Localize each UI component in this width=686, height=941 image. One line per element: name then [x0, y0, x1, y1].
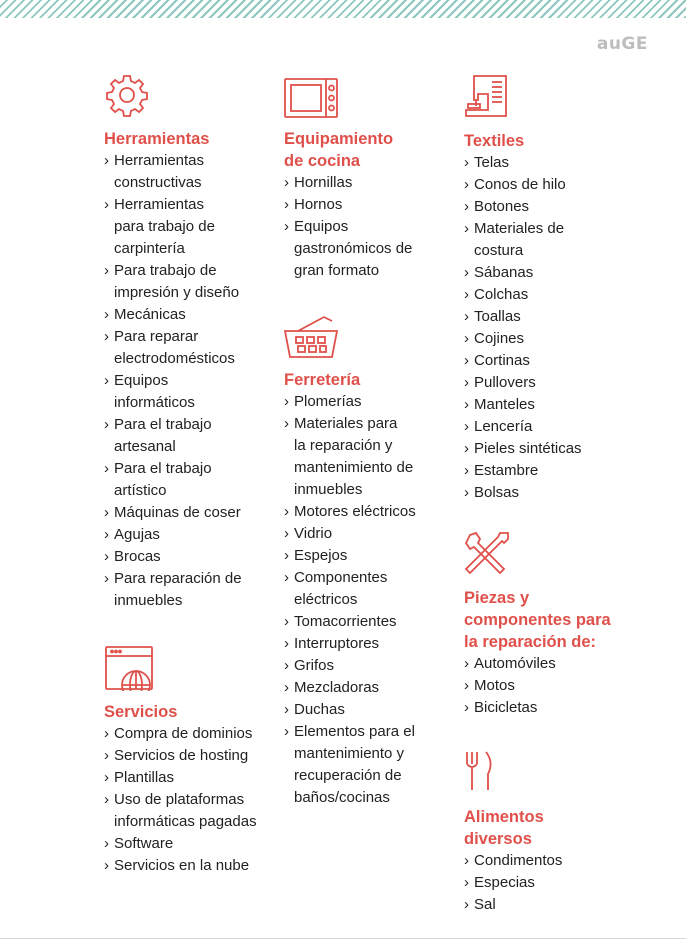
- list-item: › Especias: [464, 872, 644, 894]
- section-textiles: [464, 74, 644, 504]
- list-item: › Cojines: [464, 328, 644, 350]
- list-item: › Software: [104, 833, 279, 855]
- list-item: › Motos: [464, 675, 644, 697]
- piezas-list: [464, 653, 644, 719]
- list-item: › Servicios en la nube: [104, 855, 279, 877]
- list-item: › Herramientas constructivas: [104, 150, 274, 194]
- list-item: › Sal: [464, 894, 644, 916]
- list-item: › Plomerías: [284, 391, 449, 413]
- list-item: › Grifos: [284, 655, 449, 677]
- gear-icon: [104, 72, 150, 118]
- list-item: › Tomacorrientes: [284, 611, 449, 633]
- list-item: › Pieles sintéticas: [464, 438, 644, 460]
- list-item: › Compra de dominios: [104, 723, 279, 745]
- list-item: › Herramientas para trabajo de carpintería: [104, 194, 274, 260]
- list-item: › Bicicletas: [464, 697, 644, 719]
- section-alimentos: [464, 750, 644, 916]
- tools-icon: [464, 531, 510, 575]
- list-item: › Cortinas: [464, 350, 644, 372]
- list-item: › Condimentos: [464, 850, 644, 872]
- textiles-list: [464, 152, 644, 504]
- list-item: › Equipos gastronómicos de gran formato: [284, 216, 449, 282]
- list-item: › Hornillas: [284, 172, 449, 194]
- list-item: › Espejos: [284, 545, 449, 567]
- section-piezas: [464, 531, 644, 719]
- list-item: › Uso de plataformas informáticas pagadas: [104, 789, 279, 833]
- alimentos-list: [464, 850, 644, 916]
- section-title: Servicios: [104, 703, 178, 721]
- section-ferreteria: [284, 313, 449, 809]
- list-item: › Materiales para la reparación y mantenimiento de inmuebles: [284, 413, 449, 501]
- list-item: › Para reparación de inmuebles: [104, 568, 274, 612]
- cutlery-icon: [464, 750, 496, 792]
- list-item: › Vidrio: [284, 523, 449, 545]
- list-item: › Automóviles: [464, 653, 644, 675]
- list-item: › Motores eléctricos: [284, 501, 449, 523]
- list-item: › Para trabajo de impresión y diseño: [104, 260, 274, 304]
- microwave-icon: [284, 78, 338, 118]
- list-item: › Máquinas de coser: [104, 502, 274, 524]
- herramientas-list: [104, 150, 274, 612]
- section-title: Textiles: [464, 132, 525, 150]
- list-item: › Toallas: [464, 306, 644, 328]
- list-item: › Botones: [464, 196, 644, 218]
- top-hatch-border: [0, 0, 686, 18]
- list-item: › Para el trabajo artístico: [104, 458, 274, 502]
- section-servicios: [104, 645, 279, 877]
- list-item: › Plantillas: [104, 767, 279, 789]
- section-title: Piezas y componentes para la reparación de:: [464, 589, 611, 651]
- section-title: Ferretería: [284, 371, 361, 389]
- list-item: › Colchas: [464, 284, 644, 306]
- list-item: › Agujas: [104, 524, 274, 546]
- servicios-list: [104, 723, 279, 877]
- list-item: › Manteles: [464, 394, 644, 416]
- list-item: › Duchas: [284, 699, 449, 721]
- list-item: › Componentes eléctricos: [284, 567, 449, 611]
- section-title: Equipamiento de cocina: [284, 130, 394, 170]
- equipamiento-list: [284, 172, 449, 282]
- list-item: › Servicios de hosting: [104, 745, 279, 767]
- list-item: › Para el trabajo artesanal: [104, 414, 274, 458]
- section-herramientas: [104, 72, 274, 612]
- section-title: Alimentos diversos: [464, 808, 544, 848]
- list-item: › Bolsas: [464, 482, 644, 504]
- list-item: › Sábanas: [464, 262, 644, 284]
- bottom-rule: [0, 938, 686, 939]
- list-item: › Lencería: [464, 416, 644, 438]
- section-title: Herramientas: [104, 130, 210, 148]
- list-item: › Mecánicas: [104, 304, 274, 326]
- list-item: › Para reparar electrodomésticos: [104, 326, 274, 370]
- list-item: › Interruptores: [284, 633, 449, 655]
- ferreteria-list: [284, 391, 449, 809]
- list-item: › Materiales de costura: [464, 218, 644, 262]
- list-item: › Estambre: [464, 460, 644, 482]
- list-item: › Elementos para el mantenimiento y recuperación de baños/cocinas: [284, 721, 449, 809]
- list-item: › Mezcladoras: [284, 677, 449, 699]
- list-item: › Brocas: [104, 546, 274, 568]
- list-item: › Hornos: [284, 194, 449, 216]
- list-item: › Pullovers: [464, 372, 644, 394]
- web-globe-icon: [104, 645, 154, 691]
- brand-logo: auGE: [596, 34, 648, 54]
- basket-icon: [284, 313, 338, 359]
- sewing-machine-icon: [464, 74, 508, 118]
- list-item: › Conos de hilo: [464, 174, 644, 196]
- list-item: › Telas: [464, 152, 644, 174]
- list-item: › Equipos informáticos: [104, 370, 274, 414]
- section-equipamiento: [284, 78, 449, 282]
